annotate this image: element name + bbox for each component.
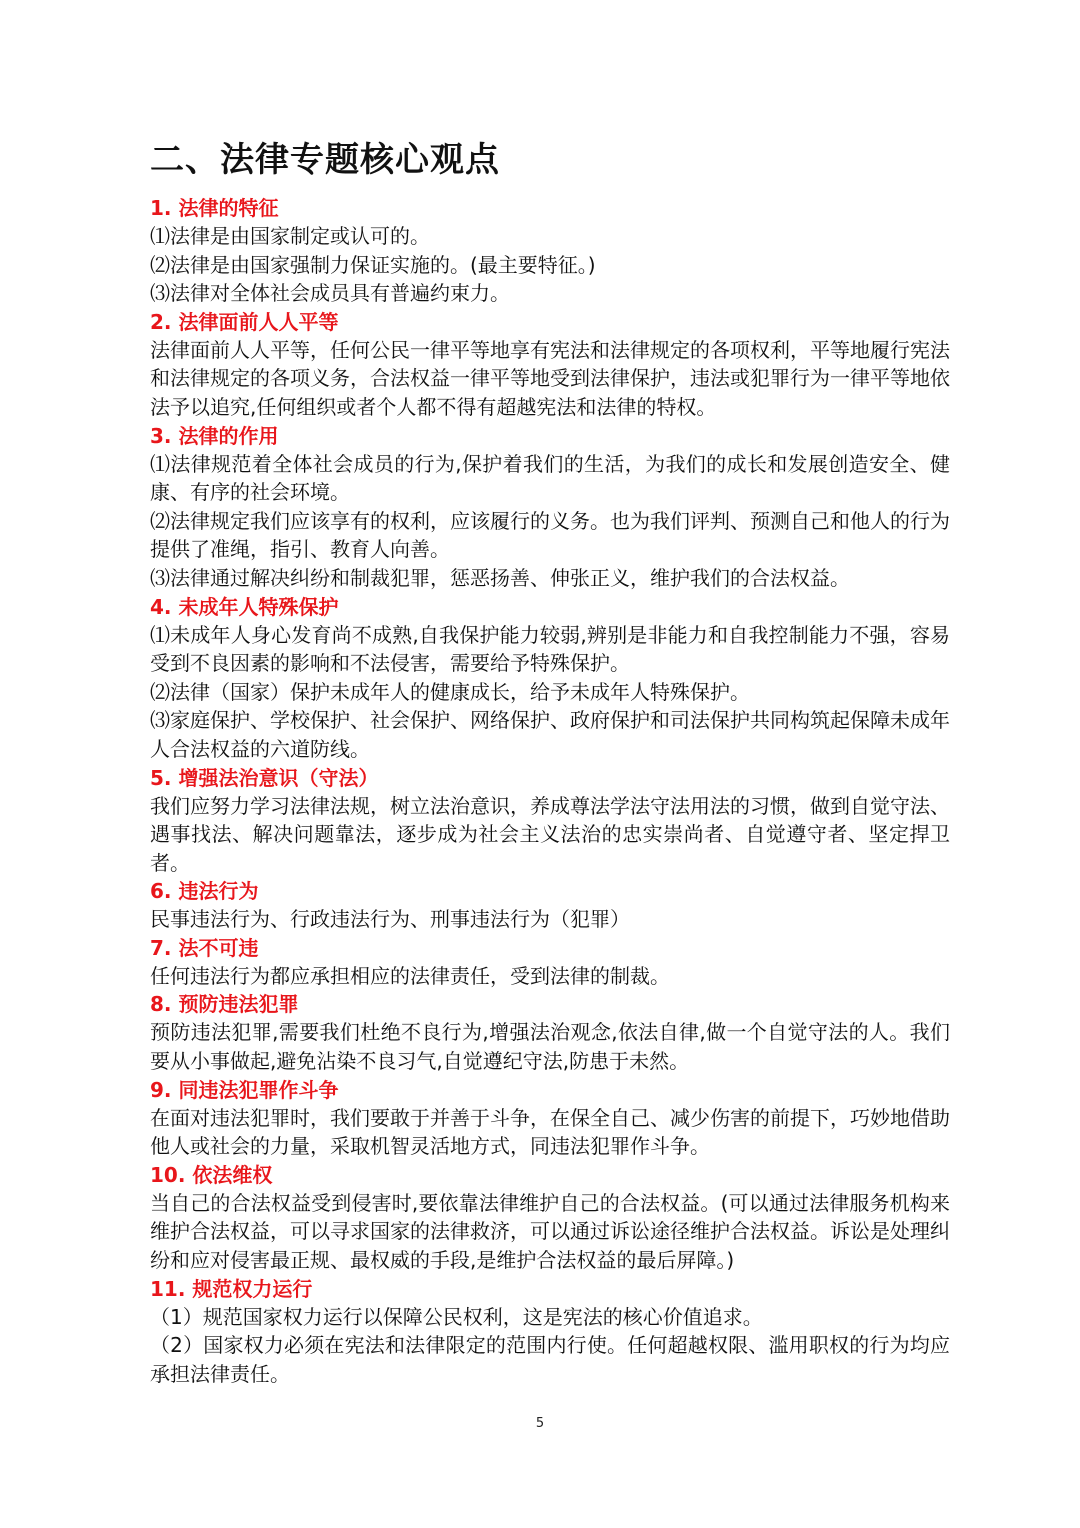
section [150,593,950,764]
section-paragraph: 任何违法行为都应承担相应的法律责任，受到法律的制裁。 [150,963,670,988]
section [150,877,950,934]
section [150,422,950,593]
document-page [150,138,950,1388]
section-paragraph: 预防违法犯罪,需要我们杜绝不良行为,增强法治观念,依法自律,做一个自觉守法的人。我们要从小事做起,避免沾染不良习气,自觉遵纪守法,防患于未然。 [150,1020,950,1074]
section-heading: 5. 增强法治意识（守法） [150,765,379,790]
section-heading: 4. 未成年人特殊保护 [150,594,339,619]
section [150,1161,950,1275]
section-paragraph: ⑵法律规定我们应该享有的权利，应该履行的义务。也为我们评判、预测自己和他人的行为提供了准绳，指引、教育人向善。 [150,508,950,562]
section [150,1076,950,1161]
page-number: 5 [535,1416,545,1431]
section [150,764,950,878]
section-paragraph: ⑶法律对全体社会成员具有普遍约束力。 [150,281,510,306]
section-paragraph: ⑴未成年人身心发育尚不成熟,自我保护能力较弱,辨别是非能力和自我控制能力不强，容易受到不良因素的影响和不法侵害，需要给予特殊保护。 [150,622,950,676]
section-paragraph: 当自己的合法权益受到侵害时,要依靠法律维护自己的合法权益。(可以通过法律服务机构来维护合法权益，可以寻求国家的法律救济，可以通过诉讼途径维护合法权益。诉讼是处理纠纷和应对侵害最正规、最权威的手段,是维护合法权益的最后屏障。) [150,1190,950,1273]
section-heading: 3. 法律的作用 [150,423,279,448]
section-heading: 10. 依法维权 [150,1162,273,1187]
section-paragraph: ⑶家庭保护、学校保护、社会保护、网络保护、政府保护和司法保护共同构筑起保障未成年人合法权益的六道防线。 [150,708,950,761]
section-heading: 7. 法不可违 [150,935,259,960]
section-paragraph: （2）国家权力必须在宪法和法律限定的范围内行使。任何超越权限、滥用职权的行为均应承担法律责任。 [150,1333,950,1386]
section-paragraph: （1）规范国家权力运行以保障公民权利，这是宪法的核心价值追求。 [150,1304,763,1329]
section-heading: 8. 预防违法犯罪 [150,992,299,1017]
section-paragraph: ⑶法律通过解决纠纷和制裁犯罪，惩恶扬善、伸张正义，维护我们的合法权益。 [150,565,850,590]
sections-container [150,194,950,1388]
section-paragraph: 我们应努力学习法律法规，树立法治意识，养成尊法学法守法用法的习惯，做到自觉守法、遇事找法、解决问题靠法，逐步成为社会主义法治的忠实崇尚者、自觉遵守者、坚定捍卫者。 [150,793,950,875]
section-paragraph: 在面对违法犯罪时，我们要敢于并善于斗争，在保全自己、减少伤害的前提下，巧妙地借助他人或社会的力量，采取机智灵活地方式，同违法犯罪作斗争。 [150,1105,950,1159]
section-paragraph: ⑴法律规范着全体社会成员的行为,保护着我们的生活，为我们的成长和发展创造安全、健康、有序的社会环境。 [150,451,950,505]
section [150,194,950,308]
section [150,308,950,422]
section [150,990,950,1075]
section-paragraph: 法律面前人人平等，任何公民一律平等地享有宪法和法律规定的各项权利，平等地履行宪法和法律规定的各项义务，合法权益一律平等地受到法律保护，违法或犯罪行为一律平等地依法予以追究,任何组织或者个人都不得有超越宪法和法律的特权。 [150,337,950,419]
page-title: 二、法律专题核心观点 [150,140,500,180]
section-paragraph: ⑵法律（国家）保护未成年人的健康成长，给予未成年人特殊保护。 [150,679,750,704]
section-paragraph: ⑵法律是由国家强制力保证实施的。(最主要特征。) [150,252,596,277]
section [150,1275,950,1389]
section-paragraph: 民事违法行为、行政违法行为、刑事违法行为（犯罪） [150,907,630,932]
section-paragraph: ⑴法律是由国家制定或认可的。 [150,224,430,248]
section-heading: 2. 法律面前人人平等 [150,309,339,334]
section-heading: 11. 规范权力运行 [150,1276,313,1301]
section-heading: 9. 同违法犯罪作斗争 [150,1077,339,1102]
section [150,934,950,991]
section-heading: 6. 违法行为 [150,879,259,904]
section-heading: 1. 法律的特征 [150,196,279,220]
